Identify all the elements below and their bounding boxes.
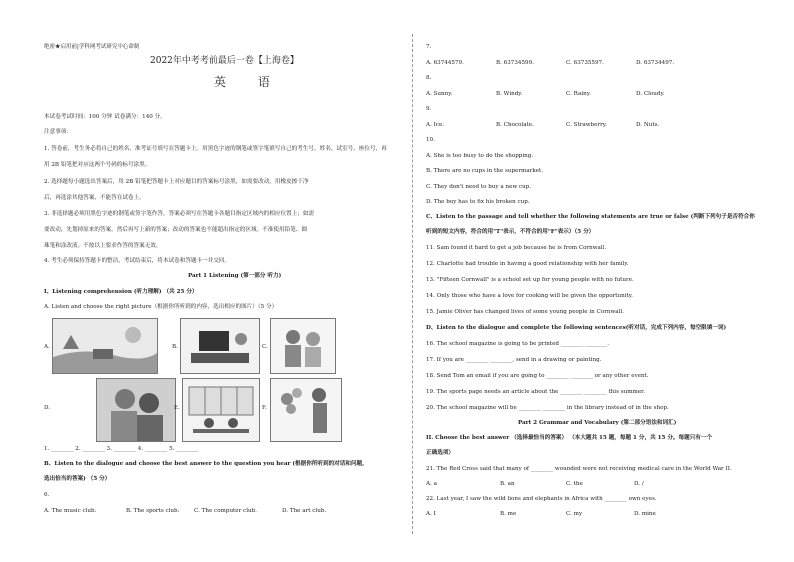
q10-option-d: D. The boy has to fix his broken cup. [426,199,530,205]
q6-option-b: B. The sports club. [126,508,180,514]
question-10: 10. [426,137,435,143]
section-i-heading: I、Listening comprehension (听力理解) （共 25 分） [44,289,198,295]
section-a-heading: A. Listen and choose the right picture（根据你所听到的内容，选出相应的图片）（5 分） [44,304,278,310]
q10-option-a: A. She is too busy to do the shopping. [426,153,534,159]
pic-label-a: A. [44,344,50,350]
question-8: 8. [426,75,432,81]
q9-option-d: D. Nuts. [636,122,660,128]
q22-option-a: A. I [426,511,436,517]
exam-title: 2022年中考考前最后一卷【上海卷】 [150,56,299,66]
tf-item-15: 15. Jamie Oliver has changed lives of some young people in Cornwall. [426,309,624,315]
q9-option-a: A. Ice. [426,122,445,128]
q22-option-b: B. me [500,511,517,517]
q10-option-b: B. There are no cups in the supermarket. [426,168,544,174]
note-line: 1. 答卷前，考生务必将自己的姓名、准考证号填写在答题卡上。用黑色字迹的钢笔或签字笔填写自己的考生号、姓名、试室号、座位号，再 [44,146,387,152]
fill-item-17: 17. If you are ________ ________, send in a drawing or painting. [426,357,602,363]
note-line: 2. 选择题每小题选出答案后，用 2B 铅笔把答题卡上对应题目的答案标号涂黑，如需要改动，用橡皮擦干净 [44,179,309,185]
q21-option-a: A. a [426,481,437,487]
q6-option-c: C. The computer club. [194,508,257,514]
q21-option-d: D. / [634,481,644,487]
tf-item-14: 14. Only those who have a love for cooking will be given the opportunity. [426,293,633,299]
question-9: 9. [426,106,432,112]
answer-line: 1. ________ 2. ________ 3. ________ 4. ________ 5. ________ [44,446,199,452]
q9-option-b: B. Chocolate. [496,122,534,128]
question-7: 7. [426,44,432,50]
q22-option-c: C. my [566,511,583,517]
fill-item-20: 20. The school magazine will be ________ ________ in the library instead of in the shop. [426,405,669,411]
q7-option-a: A. 63744579. [426,60,464,66]
tf-item-12: 12. Charlotte had trouble in having a good relationship with her family. [426,261,629,267]
q6-option-a: A. The music club. [44,508,97,514]
q21-option-b: B. an [500,481,515,487]
q9-option-c: C. Strawberry. [566,122,607,128]
q7-option-d: D. 63734497. [636,60,675,66]
column-divider [412,34,413,534]
pic-label-b: B. [172,344,178,350]
q10-option-c: C. They don't need to buy a new cup. [426,184,532,190]
question-6: 6. [44,492,50,498]
note-line: 4. 考生必须保持答题卡的整洁，考试结束后，将本试卷和答题卡一并交回。 [44,258,231,264]
q8-option-c: C. Rainy. [566,91,591,97]
picture-d-girls [96,378,176,442]
note-line: 用 2B 铅笔把对应这两个号码的标号涂黑。 [44,162,151,168]
question-21: 21. The Red Cross said that many of ________ wounded were not receiving medical care in the World War II. [426,466,732,472]
pic-label-d: D. [44,405,51,411]
q6-option-d: D. The art club. [282,508,327,514]
q8-option-b: B. Windy. [496,91,523,97]
tf-item-11: 11. Sam found it hard to get a job because he is from Cornwall. [426,245,607,251]
secret-label: 绝密★启用前|学科网考试研究中心命制 [44,44,140,50]
picture-a-outdoor-scene [52,318,158,374]
section-ii-heading-2: 正确选项） [426,450,454,456]
note-line: 后，再选涂其他答案，不能答在试卷上。 [44,195,145,201]
pic-label-c: C. [262,344,268,350]
picture-f-flowers [270,378,342,442]
q8-option-d: D. Cloudy. [636,91,665,97]
section-d-heading: D、Listen to the dialogue and complete the following sentences(听对话，完成下列内容，每空限填一词) [426,325,727,331]
fill-item-19: 19. The sports page needs an article about the ________ ________ this summer. [426,389,645,395]
q7-option-b: B. 63734599. [496,60,534,66]
section-c-heading-2: 听到的短文内容，符合的用"T"表示，不符合的用"F"表示）（5 分） [426,229,595,235]
section-b-heading-2: 选出恰当的答案) （5 分） [44,476,111,482]
fill-item-18: 18. Send Tom an email if you are going to ________ ________ or any other event. [426,373,649,379]
notes-heading: 注意事项： [44,129,72,135]
subject-title: 英 语 [214,75,284,89]
section-ii-heading-1: II. Choose the best answer （选择最恰当的答案） （本大题共 15 题，每题 1 分，共 15 分。每题只有一个 [426,435,713,441]
note-line: 珠笔和涂改液。不按以上要求作答的答案无效。 [44,243,162,249]
time-score: 本试卷考试时间：100 分钟 试卷满分：140 分。 [44,114,166,120]
q21-option-c: C. the [566,481,583,487]
part1-heading: Part 1 Listening (第一部分 听力) [188,273,282,279]
picture-e-library [182,378,260,442]
fill-item-16: 16. The school magazine is going to be printed ________ ________. [426,341,610,347]
pic-label-e: E. [174,405,180,411]
q22-option-d: D. mine [634,511,656,517]
section-c-heading-1: C、Listen to the passage and tell whether the following statements are true or false (判断下列句子是否符合你 [426,214,755,220]
q8-option-a: A. Sunny. [426,91,453,97]
question-22: 22. Last year, I saw the wild lions and elephants in Africa with ________ own eyes. [426,496,657,502]
pic-label-f: F. [262,405,267,411]
note-line: 3. 非选择题必须用黑色字迹的钢笔或签字笔作答，答案必须写在答题卡各题目指定区域内的相应位置上；如需 [44,211,315,217]
section-b-heading-1: B、Listen to the dialogue and choose the best answer to the question you hear (根据你所听到的对话和问题， [44,461,368,467]
note-line: 要改动，先划掉原来的答案，然后再写上新的答案；改动的答案也不能超出指定的区域。不准使用铅笔、圆 [44,227,307,233]
q7-option-c: C. 63735597. [566,60,604,66]
tf-item-13: 13. "Fifteen Cornwall" is a school set up for young people with no future. [426,277,634,283]
part2-heading: Part 2 Grammar and Vocabulary (第二部分语法和词汇) [518,420,677,426]
picture-c-people [270,318,336,374]
picture-b-computer [180,318,260,374]
